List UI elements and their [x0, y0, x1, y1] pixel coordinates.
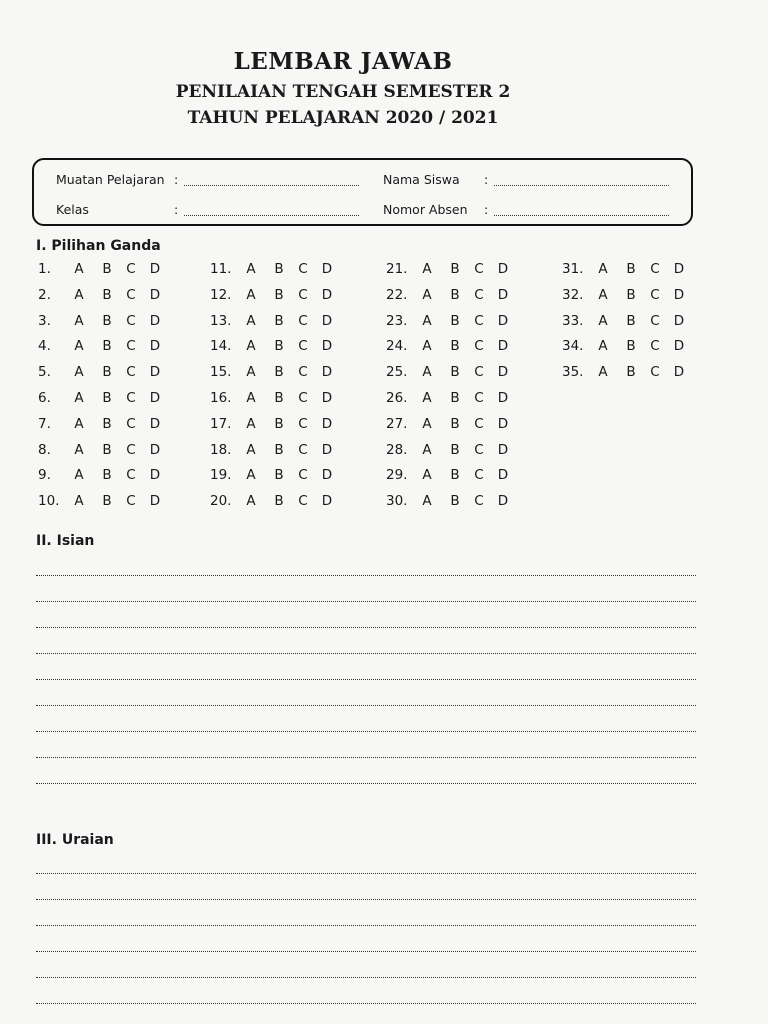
mc-option-b[interactable]: B [450, 364, 460, 381]
mc-option-b[interactable]: B [450, 493, 460, 510]
mc-option-c[interactable]: C [298, 312, 308, 329]
mc-option-b[interactable]: B [450, 390, 460, 406]
section-uraian: III. Uraian [36, 832, 114, 848]
mc-option-a[interactable]: A [74, 467, 84, 484]
mc-option-d[interactable]: D [497, 338, 509, 355]
mc-option-d[interactable]: D [321, 261, 333, 277]
nama-field[interactable] [494, 175, 669, 186]
mc-question-number: 31. [562, 261, 584, 277]
mc-option-b[interactable]: B [274, 493, 284, 510]
absen-colon: : [484, 202, 489, 217]
answer-line[interactable] [36, 783, 696, 784]
mc-question-number: 34. [562, 338, 584, 355]
mc-option-a[interactable]: A [422, 338, 432, 355]
mc-option-b[interactable]: B [626, 338, 636, 355]
mc-option-d[interactable]: D [321, 338, 333, 355]
mc-option-c[interactable]: C [650, 312, 660, 329]
mc-option-a[interactable]: A [246, 441, 256, 458]
mc-option-c[interactable]: C [298, 493, 308, 510]
mc-option-b[interactable]: B [102, 415, 112, 432]
mc-question-number: 35. [562, 364, 584, 381]
mc-option-d[interactable]: D [321, 467, 333, 484]
mc-option-a[interactable]: A [246, 415, 256, 432]
mc-option-c[interactable]: C [474, 390, 484, 406]
mc-option-b[interactable]: B [102, 493, 112, 510]
mc-option-c[interactable]: C [474, 415, 484, 432]
mc-question-number: 25. [386, 364, 408, 381]
answer-line[interactable] [36, 873, 696, 874]
mc-option-c[interactable]: C [298, 467, 308, 484]
mc-option-d[interactable]: D [321, 364, 333, 381]
answer-line[interactable] [36, 627, 696, 628]
muatan-field[interactable] [184, 175, 359, 186]
mc-option-a[interactable]: A [246, 390, 256, 406]
muatan-label: Muatan Pelajaran [56, 172, 165, 187]
mc-option-d[interactable]: D [497, 493, 509, 510]
mc-option-a[interactable]: A [246, 467, 256, 484]
mc-option-d[interactable]: D [673, 364, 685, 381]
mc-option-b[interactable]: B [450, 312, 460, 329]
mc-option-d[interactable]: D [149, 493, 161, 510]
mc-question-number: 3. [38, 312, 51, 329]
mc-option-b[interactable]: B [102, 467, 112, 484]
muatan-colon: : [174, 172, 179, 187]
mc-option-c[interactable]: C [126, 390, 136, 406]
mc-option-c[interactable]: C [650, 364, 660, 381]
mc-question-number: 16. [210, 390, 232, 406]
mc-option-b[interactable]: B [102, 441, 112, 458]
mc-option-c[interactable]: C [126, 312, 136, 329]
mc-option-a[interactable]: A [598, 286, 608, 303]
mc-option-d[interactable]: D [149, 441, 161, 458]
mc-option-a[interactable]: A [74, 364, 84, 381]
mc-option-c[interactable]: C [126, 338, 136, 355]
mc-option-b[interactable]: B [626, 261, 636, 277]
section-pilihan-ganda: I. Pilihan Ganda [36, 238, 161, 254]
answer-line[interactable] [36, 679, 696, 680]
mc-question-number: 8. [38, 441, 51, 458]
student-info-box [32, 158, 693, 226]
mc-option-c[interactable]: C [474, 286, 484, 303]
mc-question-number: 23. [386, 312, 408, 329]
answer-line[interactable] [36, 925, 696, 926]
mc-option-d[interactable]: D [149, 364, 161, 381]
mc-question-number: 11. [210, 261, 232, 277]
mc-option-b[interactable]: B [102, 338, 112, 355]
mc-question-number: 27. [386, 415, 408, 432]
answer-line[interactable] [36, 1003, 696, 1004]
mc-option-a[interactable]: A [246, 261, 256, 277]
mc-question-number: 17. [210, 415, 232, 432]
mc-option-c[interactable]: C [298, 415, 308, 432]
nama-label: Nama Siswa [383, 172, 460, 187]
sheet-subtitle: PENILAIAN TENGAH SEMESTER 2 [175, 82, 511, 102]
mc-option-d[interactable]: D [149, 286, 161, 303]
sheet-title: LEMBAR JAWAB [233, 48, 453, 75]
mc-option-a[interactable]: A [246, 493, 256, 510]
mc-option-d[interactable]: D [497, 312, 509, 329]
mc-option-a[interactable]: A [422, 286, 432, 303]
answer-line[interactable] [36, 575, 696, 576]
section-isian: II. Isian [36, 533, 95, 549]
mc-option-a[interactable]: A [74, 493, 84, 510]
mc-option-a[interactable]: A [422, 364, 432, 381]
mc-option-a[interactable]: A [246, 364, 256, 381]
mc-question-number: 32. [562, 286, 584, 303]
kelas-label: Kelas [56, 202, 89, 217]
mc-option-d[interactable]: D [497, 415, 509, 432]
mc-option-b[interactable]: B [274, 467, 284, 484]
mc-option-b[interactable]: B [274, 312, 284, 329]
mc-option-d[interactable]: D [321, 390, 333, 406]
mc-option-c[interactable]: C [298, 364, 308, 381]
mc-option-d[interactable]: D [497, 467, 509, 484]
mc-option-b[interactable]: B [626, 286, 636, 303]
mc-option-b[interactable]: B [626, 312, 636, 329]
mc-option-c[interactable]: C [650, 261, 660, 277]
mc-question-number: 20. [210, 493, 232, 510]
mc-option-b[interactable]: B [450, 338, 460, 355]
mc-question-number: 9. [38, 467, 51, 484]
mc-option-b[interactable]: B [274, 286, 284, 303]
mc-option-a[interactable]: A [422, 415, 432, 432]
mc-option-c[interactable]: C [650, 338, 660, 355]
mc-question-number: 6. [38, 390, 51, 406]
mc-option-b[interactable]: B [450, 286, 460, 303]
mc-question-number: 19. [210, 467, 232, 484]
mc-option-b[interactable]: B [626, 364, 636, 381]
mc-question-number: 10. [38, 493, 60, 510]
mc-option-b[interactable]: B [450, 415, 460, 432]
answer-line[interactable] [36, 899, 696, 900]
mc-option-c[interactable]: C [126, 415, 136, 432]
mc-option-a[interactable]: A [74, 286, 84, 303]
mc-option-a[interactable]: A [74, 312, 84, 329]
mc-option-d[interactable]: D [497, 286, 509, 303]
mc-option-c[interactable]: C [298, 338, 308, 355]
mc-option-a[interactable]: A [246, 338, 256, 355]
kelas-colon: : [174, 202, 179, 217]
mc-option-d[interactable]: D [149, 467, 161, 484]
answer-line[interactable] [36, 601, 696, 602]
mc-option-d[interactable]: D [321, 286, 333, 303]
mc-option-d[interactable]: D [497, 261, 509, 277]
absen-field[interactable] [494, 205, 669, 216]
mc-option-c[interactable]: C [474, 467, 484, 484]
mc-question-number: 33. [562, 312, 584, 329]
mc-option-d[interactable]: D [149, 261, 161, 277]
mc-option-b[interactable]: B [274, 415, 284, 432]
mc-option-c[interactable]: C [126, 261, 136, 277]
mc-option-c[interactable]: C [298, 441, 308, 458]
mc-option-b[interactable]: B [274, 364, 284, 381]
mc-option-a[interactable]: A [74, 390, 84, 406]
mc-option-a[interactable]: A [422, 441, 432, 458]
mc-option-b[interactable]: B [274, 441, 284, 458]
mc-option-a[interactable]: A [74, 261, 84, 277]
mc-question-number: 26. [386, 390, 408, 406]
absen-label: Nomor Absen [383, 202, 468, 217]
mc-question-number: 30. [386, 493, 408, 510]
mc-option-c[interactable]: C [126, 286, 136, 303]
mc-option-d[interactable]: D [673, 338, 685, 355]
mc-option-b[interactable]: B [274, 390, 284, 406]
nama-colon: : [484, 172, 489, 187]
kelas-field[interactable] [184, 205, 359, 216]
mc-option-b[interactable]: B [450, 467, 460, 484]
mc-option-d[interactable]: D [673, 261, 685, 277]
mc-option-d[interactable]: D [321, 312, 333, 329]
mc-option-c[interactable]: C [650, 286, 660, 303]
mc-option-d[interactable]: D [149, 415, 161, 432]
mc-option-d[interactable]: D [321, 441, 333, 458]
mc-option-a[interactable]: A [422, 390, 432, 406]
mc-option-a[interactable]: A [246, 286, 256, 303]
mc-question-number: 4. [38, 338, 51, 355]
mc-option-d[interactable]: D [321, 493, 333, 510]
mc-question-number: 14. [210, 338, 232, 355]
mc-question-number: 28. [386, 441, 408, 458]
mc-question-number: 13. [210, 312, 232, 329]
mc-option-c[interactable]: C [126, 493, 136, 510]
mc-option-d[interactable]: D [673, 286, 685, 303]
mc-option-b[interactable]: B [102, 312, 112, 329]
mc-option-a[interactable]: A [422, 493, 432, 510]
mc-option-b[interactable]: B [102, 261, 112, 277]
mc-option-b[interactable]: B [450, 261, 460, 277]
mc-option-c[interactable]: C [298, 390, 308, 406]
mc-question-number: 1. [38, 261, 51, 277]
mc-option-a[interactable]: A [598, 364, 608, 381]
mc-option-a[interactable]: A [74, 441, 84, 458]
answer-line[interactable] [36, 757, 696, 758]
mc-option-a[interactable]: A [74, 338, 84, 355]
mc-option-b[interactable]: B [274, 261, 284, 277]
answer-line[interactable] [36, 653, 696, 654]
mc-option-d[interactable]: D [497, 364, 509, 381]
mc-option-d[interactable]: D [149, 312, 161, 329]
mc-option-c[interactable]: C [474, 441, 484, 458]
answer-line[interactable] [36, 705, 696, 706]
mc-question-number: 2. [38, 286, 51, 303]
mc-option-a[interactable]: A [246, 312, 256, 329]
mc-option-a[interactable]: A [422, 467, 432, 484]
mc-option-b[interactable]: B [102, 364, 112, 381]
mc-option-c[interactable]: C [474, 312, 484, 329]
mc-question-number: 29. [386, 467, 408, 484]
mc-question-number: 5. [38, 364, 51, 381]
mc-question-number: 18. [210, 441, 232, 458]
mc-option-d[interactable]: D [673, 312, 685, 329]
sheet-year: TAHUN PELAJARAN 2020 / 2021 [187, 108, 499, 128]
mc-option-c[interactable]: C [126, 441, 136, 458]
mc-option-b[interactable]: B [102, 286, 112, 303]
mc-question-number: 21. [386, 261, 408, 277]
mc-option-a[interactable]: A [74, 415, 84, 432]
mc-option-c[interactable]: C [298, 261, 308, 277]
answer-line[interactable] [36, 951, 696, 952]
mc-question-number: 24. [386, 338, 408, 355]
mc-option-b[interactable]: B [274, 338, 284, 355]
mc-option-c[interactable]: C [474, 338, 484, 355]
mc-option-a[interactable]: A [422, 312, 432, 329]
mc-question-number: 22. [386, 286, 408, 303]
answer-line[interactable] [36, 731, 696, 732]
mc-question-number: 12. [210, 286, 232, 303]
mc-question-number: 7. [38, 415, 51, 432]
mc-option-b[interactable]: B [450, 441, 460, 458]
mc-option-d[interactable]: D [149, 338, 161, 355]
mc-option-c[interactable]: C [126, 467, 136, 484]
mc-option-a[interactable]: A [598, 338, 608, 355]
mc-option-a[interactable]: A [598, 261, 608, 277]
mc-option-c[interactable]: C [474, 493, 484, 510]
mc-option-c[interactable]: C [474, 364, 484, 381]
mc-option-d[interactable]: D [497, 390, 509, 406]
mc-question-number: 15. [210, 364, 232, 381]
mc-option-b[interactable]: B [102, 390, 112, 406]
mc-option-c[interactable]: C [126, 364, 136, 381]
mc-option-a[interactable]: A [598, 312, 608, 329]
mc-option-d[interactable]: D [149, 390, 161, 406]
answer-line[interactable] [36, 977, 696, 978]
mc-option-a[interactable]: A [422, 261, 432, 277]
mc-option-d[interactable]: D [321, 415, 333, 432]
mc-option-c[interactable]: C [298, 286, 308, 303]
mc-option-c[interactable]: C [474, 261, 484, 277]
mc-option-d[interactable]: D [497, 441, 509, 458]
